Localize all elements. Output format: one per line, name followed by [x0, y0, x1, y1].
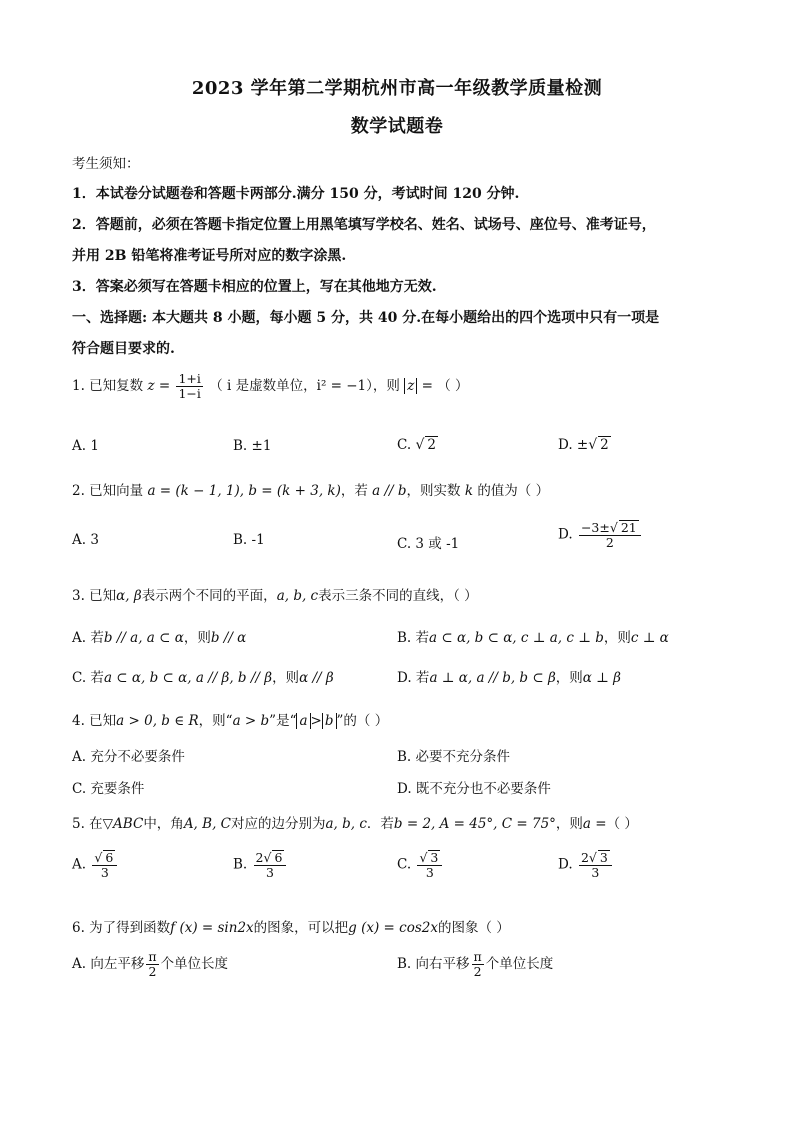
notice-item: 2．答题前，必须在答题卡指定位置上用黑笔填写学校名、姓名、试场号、座位号、准考证号， [72, 217, 656, 233]
q3-option-d: D. 若a ⊥ α, a // b, b ⊂ β，则α ⊥ β [397, 670, 621, 686]
question-1: 1. 已知复数 z = $\frac{1+i}{1-i}$ （ i 是虚数单位，i² = −1），则 z = （ ） [72, 371, 469, 401]
question-3: 3. 已知α, β表示两个不同的平面，a, b, c表示三条不同的直线，（ ） [72, 588, 478, 604]
exam-title: 2023 学年第二学期杭州市高一年级教学质量检测 [191, 78, 603, 99]
notice-item: 3．答案必须写在答题卡相应的位置上，写在其他地方无效. [72, 279, 437, 295]
q5-option-d: D. $\frac{2√ 3}{3}$ [558, 850, 614, 880]
q5-option-b: B. $\frac{2√ 6}{3}$ [233, 850, 288, 880]
q1-option-a: A. 1 [72, 438, 99, 454]
q1-option-c: C. √ 2 [397, 437, 436, 453]
q5-option-c: C. $\frac{√ 3}{3}$ [397, 850, 444, 880]
q2-option-c: C. 3 或 -1 [397, 536, 460, 552]
q2-vectors: a = (k − 1, 1), b = (k + 3, k) [147, 483, 341, 499]
section-heading-cont: 符合题目要求的. [72, 341, 175, 357]
q2-option-b: B. -1 [233, 532, 265, 548]
q1-z: z = [147, 377, 171, 394]
q3-option-c: C. 若a ⊂ α, b ⊂ α, a // β, b // β，则α // β [72, 670, 334, 686]
section-heading: 一、选择题: 本大题共 8 小题，每小题 5 分，共 40 分.在每小题给出的四个选项中只有一项是 [72, 310, 660, 326]
notice-heading: 考生须知： [72, 156, 140, 172]
q3-option-b: B. 若a ⊂ α, b ⊂ α, c ⊥ a, c ⊥ b，则c ⊥ α [397, 630, 669, 646]
notice-item: 1．本试卷分试题卷和答题卡两部分.满分 150 分，考试时间 120 分钟. [72, 186, 520, 202]
notice-item: 并用 2B 铅笔将准考证号所对应的数字涂黑. [72, 248, 347, 264]
q4-option-a: A. 充分不必要条件 [72, 749, 185, 765]
question-6: 6. 为了得到函数f (x) = sin2x的图象，可以把g (x) = cos2x的图象（ ） [72, 920, 510, 936]
q1-prefix: 1. 已知复数 [72, 377, 144, 394]
exam-subtitle: 数学试题卷 [350, 116, 444, 137]
q2-option-d: D. $\frac{-3\pm√ 21}{2}$ [558, 520, 643, 550]
q6-option-a: A. 向左平移 $\frac{\pi}{2}$ 个单位长度 [72, 949, 229, 979]
q4-option-b: B. 必要不充分条件 [397, 749, 511, 765]
q3-option-a: A. 若b // a, a ⊂ α，则b // α [72, 630, 247, 646]
question-4: 4. 已知a > 0, b ∈ R，则“a > b”是“ a > b ”的（ ） [72, 713, 389, 729]
q5-option-a: A. $\frac{√ 6}{3}$ [72, 850, 119, 880]
q1-fraction: $\frac{1+i}{1-i}$ [178, 371, 201, 401]
question-2: 2. 已知向量 a = (k − 1, 1), b = (k + 3, k)，若 a // b，则实数 k 的值为（ ） [72, 483, 550, 499]
q4-option-d: D. 既不充分也不必要条件 [397, 781, 551, 797]
q2-option-a: A. 3 [72, 532, 99, 548]
q1-abs-z: z [404, 378, 417, 394]
question-5: 5. 在▽ABC中，角A, B, C对应的边分别为a, b, c．若b = 2, A = 45°, C = 75°，则a =（ ） [72, 816, 638, 832]
q1-option-d: D. ±√ 2 [558, 437, 609, 453]
q1-option-b: B. ±1 [233, 438, 272, 454]
q4-option-c: C. 充要条件 [72, 781, 145, 797]
q6-option-b: B. 向右平移 $\frac{\pi}{2}$ 个单位长度 [397, 949, 554, 979]
